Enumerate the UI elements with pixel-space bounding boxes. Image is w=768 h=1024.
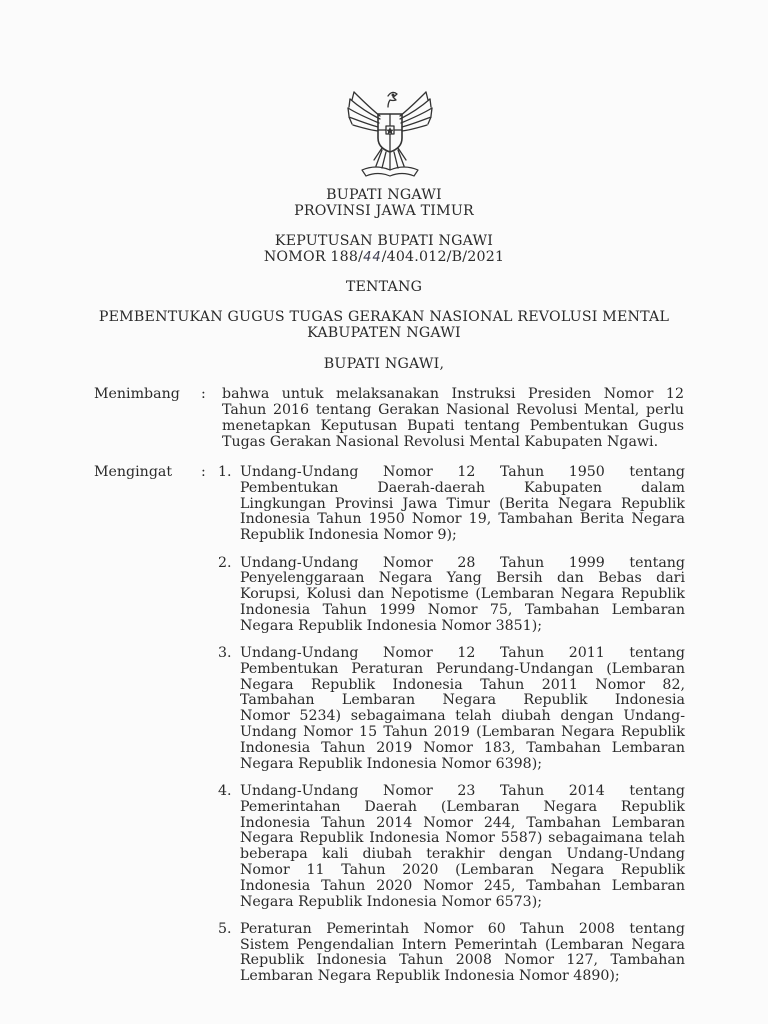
- mengingat-item-line: Pembentukan Peraturan Perundang-Undangan (Lembaran: [240, 660, 685, 677]
- mengingat-item-line: Indonesia Tahun 2019 Nomor 183, Tambahan Lembaran: [240, 739, 685, 756]
- menimbang-line-4: Tugas Gerakan Nasional Revolusi Mental Kabupaten Ngawi.: [222, 434, 659, 450]
- document-title-line-1: PEMBENTUKAN GUGUS TUGAS GERAKAN NASIONAL REVOLUSI MENTAL: [98, 309, 670, 325]
- mengingat-item-line: Negara Republik Indonesia Nomor 6573);: [240, 893, 543, 910]
- mengingat-item-number: 3.: [218, 645, 232, 661]
- mengingat-item-line: Negara Republik Indonesia Nomor 3851);: [240, 617, 543, 634]
- mengingat-item-line: Indonesia Tahun 2014 Nomor 244, Tambahan Lembaran: [240, 814, 685, 831]
- menimbang-colon: :: [201, 386, 206, 402]
- header-nomor: [0, 249, 768, 267]
- menimbang-line-1: bahwa untuk melaksanakan Instruksi Presiden Nomor 12: [222, 386, 684, 402]
- mengingat-item-line: Republik Indonesia Tahun 2008 Nomor 127, Tambahan: [240, 952, 685, 969]
- menimbang-line-3: menetapkan Keputusan Bupati tentang Pembentukan Gugus: [222, 418, 684, 434]
- mengingat-item-line: Tambahan Lembaran Negara Republik Indonesia: [240, 692, 685, 709]
- header-tentang: TENTANG: [345, 279, 423, 295]
- mengingat-item-line: Negara Republik Indonesia Nomor 6398);: [240, 755, 543, 772]
- mengingat-item-line: Korupsi, Kolusi dan Nepotisme (Lembaran Negara Republik: [240, 586, 685, 603]
- menimbang-label: Menimbang: [94, 386, 180, 402]
- menimbang-line-2: Tahun 2016 tentang Gerakan Nasional Revolusi Mental, perlu: [222, 402, 684, 418]
- mengingat-item-line: Undang-Undang Nomor 28 Tahun 1999 tentang: [240, 554, 685, 571]
- mengingat-item-line: Nomor 5234) sebagaimana telah diubah dengan Undang-: [240, 708, 685, 725]
- mengingat-item-line: Undang-Undang Nomor 12 Tahun 1950 tentang: [240, 464, 685, 480]
- garuda-emblem-icon: [340, 86, 440, 182]
- mengingat-item-number: 2.: [218, 554, 232, 571]
- mengingat-item-line: beberapa kali diubah terakhir dengan Undang-Undang: [240, 846, 685, 863]
- mengingat-item-line: Negara Republik Indonesia Tahun 2011 Nomor 82,: [240, 676, 685, 693]
- mengingat-item-line: Indonesia Tahun 1950 Nomor 19, Tambahan Berita Negara: [240, 511, 685, 528]
- mengingat-item-number: 1.: [218, 464, 232, 480]
- mengingat-item-line: Republik Indonesia Nomor 9);: [240, 527, 457, 544]
- mengingat-item-line: Sistem Pengendalian Intern Pemerintah (Lembaran Negara: [240, 936, 685, 953]
- mengingat-item-line: Penyelenggaraan Negara Yang Bersih dan Bebas dari: [240, 570, 685, 587]
- mengingat-item-line: Undang-Undang Nomor 12 Tahun 2011 tentang: [240, 645, 685, 661]
- mengingat-item-line: Pembentukan Daerah-daerah Kabupaten dalam: [240, 479, 685, 496]
- header-bupati: BUPATI NGAWI: [326, 187, 442, 203]
- mengingat-colon: :: [201, 464, 206, 480]
- mengingat-item-line: Lembaran Negara Republik Indonesia Nomor 4890);: [240, 968, 620, 985]
- nomor-handwritten: 44: [363, 250, 382, 265]
- mengingat-label: Mengingat: [94, 464, 173, 480]
- mengingat-item-number: 4.: [218, 782, 232, 799]
- header-provinsi: PROVINSI JAWA TIMUR: [294, 203, 474, 219]
- mengingat-item-line: Negara Republik Indonesia Nomor 5587) sebagaimana telah: [240, 830, 685, 847]
- header-bupati-salutation: BUPATI NGAWI,: [323, 356, 445, 372]
- mengingat-item-line: Indonesia Tahun 2020 Nomor 245, Tambahan Lembaran: [240, 877, 685, 894]
- mengingat-item-line: Nomor 11 Tahun 2020 (Lembaran Negara Republik: [240, 861, 685, 878]
- header-keputusan: KEPUTUSAN BUPATI NGAWI: [274, 233, 494, 249]
- mengingat-item-line: Pemerintahan Daerah (Lembaran Negara Republik: [240, 798, 685, 815]
- nomor-prefix: NOMOR 188/: [263, 249, 364, 265]
- mengingat-item-number: 5.: [218, 920, 232, 937]
- mengingat-item-line: Peraturan Pemerintah Nomor 60 Tahun 2008 tentang: [240, 920, 685, 937]
- nomor-suffix: /404.012/B/2021: [381, 249, 505, 265]
- mengingat-item-line: Lingkungan Provinsi Jawa Timur (Berita Negara Republik: [240, 495, 685, 512]
- mengingat-item-line: Indonesia Tahun 1999 Nomor 75, Tambahan Lembaran: [240, 601, 685, 618]
- mengingat-item-line: Undang Nomor 15 Tahun 2019 (Lembaran Negara Republik: [240, 724, 685, 740]
- document-title-line-2: KABUPATEN NGAWI: [307, 325, 461, 341]
- mengingat-item-line: Undang-Undang Nomor 23 Tahun 2014 tentang: [240, 782, 685, 799]
